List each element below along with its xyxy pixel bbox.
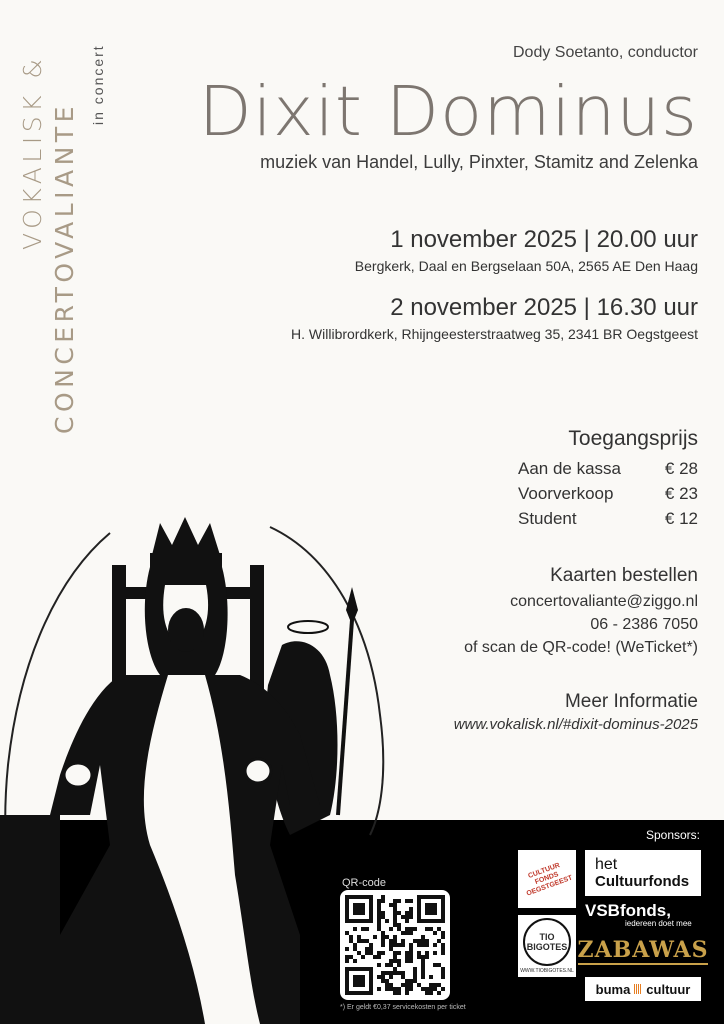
poster-title: Dixit Dominus <box>198 72 698 152</box>
buma-bars-icon <box>634 984 642 994</box>
sponsor-logo-cultuurfonds <box>585 850 701 896</box>
sponsor-logo-cultuurfonds-oegstgeest <box>518 850 576 908</box>
tiobigotes-name: TIO BIGOTES <box>526 932 568 952</box>
info-url-link[interactable]: www.vokalisk.nl/#dixit-dominus-2025 <box>453 716 698 733</box>
price-value: € 12 <box>664 509 698 528</box>
price-label: Voorverkoop <box>518 484 614 503</box>
sponsors-label: Sponsors: <box>645 828 700 842</box>
info-heading: Meer Informatie <box>564 691 698 712</box>
cultuur-text: cultuur <box>646 981 691 997</box>
price-row <box>518 484 698 504</box>
in-concert-vertical-text: in concert <box>90 44 106 125</box>
price-label: Aan de kassa <box>518 459 622 478</box>
qr-service-note: *) Er geldt €0,37 servicekosten per ticket <box>340 1004 466 1011</box>
concertovaliante-vertical-text: CONCERTOVALIANTE <box>50 102 79 434</box>
price-heading: Toegangsprijs <box>568 427 698 450</box>
tiobigotes-badge <box>523 918 571 966</box>
price-value: € 23 <box>664 484 698 503</box>
price-label: Student <box>518 509 577 528</box>
sponsor-logo-tiobigotes <box>518 915 576 977</box>
sponsor-logo-buma-cultuur <box>585 977 701 1001</box>
tickets-phone: 06 - 2386 7050 <box>590 616 698 633</box>
concert-venue-2: H. Willibrordkerk, Rhijngeesterstraatweg 35, 2341 BR Oegstgeest <box>291 326 698 342</box>
vsb-name: VSBfonds, <box>585 901 671 920</box>
concert-date-1: 1 november 2025 | 20.00 uur <box>390 226 698 253</box>
sponsor-logo-text: CULTUUR FONDS OEGSTGEEST <box>525 862 574 898</box>
poster-subtitle: muziek van Handel, Lully, Pinxter, Stamitz and Zelenka <box>260 152 698 172</box>
tickets-scan-text: of scan de QR-code! (WeTicket*) <box>464 639 698 656</box>
cultuurfonds-name: Cultuurfonds <box>595 872 690 890</box>
tickets-heading: Kaarten bestellen <box>550 565 698 586</box>
qr-code[interactable] <box>340 890 450 1000</box>
tiobigotes-url: WWW.TIOBIGOTES.NL <box>520 968 574 974</box>
zabawas-name: ZABAWAS <box>577 937 709 963</box>
sponsor-logo-zabawas <box>577 933 709 969</box>
conductor-line: Dody Soetanto, conductor <box>512 44 698 61</box>
concert-date-2: 2 november 2025 | 16.30 uur <box>390 294 698 321</box>
qr-code-icon <box>340 890 450 1000</box>
price-value: € 28 <box>664 459 698 478</box>
cultuurfonds-het: het <box>595 855 618 873</box>
qr-label: QR-code <box>342 877 387 889</box>
crown-icon <box>152 517 220 555</box>
price-row <box>518 509 698 529</box>
buma-text: buma <box>595 981 631 997</box>
sponsor-logo-vsbfonds <box>585 900 701 930</box>
tickets-email-link[interactable]: concertovaliante@ziggo.nl <box>510 593 698 610</box>
vokalisk-vertical-text: VOKALISK & <box>18 54 47 250</box>
vsb-tagline: iedereen doet mee <box>625 919 692 928</box>
price-row <box>518 459 698 479</box>
concert-venue-1: Bergkerk, Daal en Bergselaan 50A, 2565 AE Den Haag <box>354 258 698 274</box>
